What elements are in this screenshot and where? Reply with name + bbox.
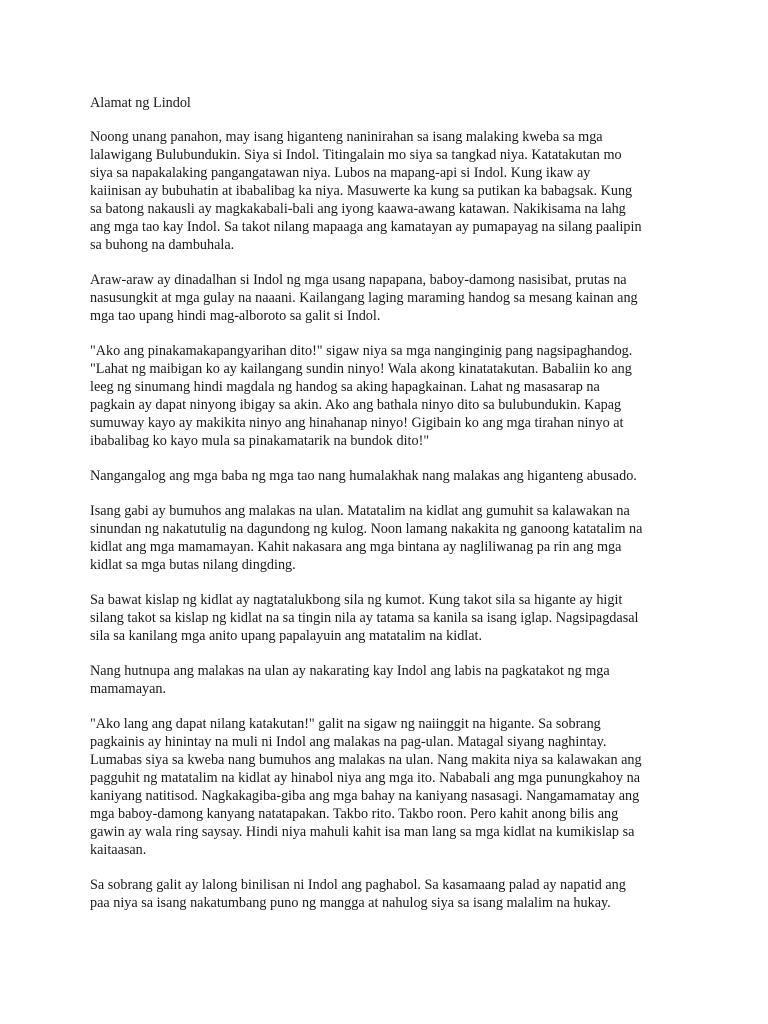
text-line: sila sa kanilang mga anito upang papalayuin ang matatalim na kidlat. xyxy=(90,628,483,644)
paragraph xyxy=(90,715,720,859)
text-line: siya sa napakalaking pangangatawan niya. Lubos na mapang-api si Indol. Kung ikaw ay xyxy=(90,165,591,181)
text-line: Lumabas siya sa kweba nang bumuhos ang malakas na ulan. Nang makita niya sa kalawakan ang xyxy=(90,752,642,768)
text-line: ibabalibag ko kayo mula sa pinakamatarik na bundok dito!" xyxy=(90,433,430,449)
paragraph xyxy=(90,271,720,325)
text-line: sinundan ng nakatutulig na dagundong ng kulog. Noon lamang nakakita ng ganoong katatalim na xyxy=(90,521,643,537)
text-line: gawin ay wala ring saysay. Hindi niya mahuli kahit isa man lang sa mga kidlat na kumikislap sa xyxy=(90,824,635,840)
text-line: Sa sobrang galit ay lalong binilisan ni Indol ang paghabol. Sa kasamaang palad ay napatid ang xyxy=(90,877,626,893)
text-line: paa niya sa isang nakatumbang puno ng mangga at nahulog siya sa isang malalim na hukay. xyxy=(90,895,611,911)
text-line: "Ako lang ang dapat nilang katakutan!" galit na sigaw ng naiinggit na higante. Sa sobrang xyxy=(90,716,601,732)
text-line: Noong unang panahon, may isang higanteng naninirahan sa isang malaking kweba sa mga xyxy=(90,129,603,145)
text-line: Nangangalog ang mga baba ng mga tao nang humalakhak nang malakas ang higanteng abusado. xyxy=(90,468,637,484)
text-line: mamamayan. xyxy=(90,681,167,697)
text-line: "Ako ang pinakamakapangyarihan dito!" sigaw niya sa mga nanginginig pang nagsipaghandog. xyxy=(90,343,633,359)
text-line: nasusungkit at mga gulay na naaani. Kailangang laging maraming handog sa mesang kainan ang xyxy=(90,290,638,306)
paragraph xyxy=(90,128,720,254)
paragraph xyxy=(90,591,720,645)
paragraph xyxy=(90,662,720,698)
paragraph xyxy=(90,876,720,912)
text-line: sa buhong na dambuhala. xyxy=(90,237,235,253)
text-line: Nang hutnupa ang malakas na ulan ay nakarating kay Indol ang labis na pagkatakot ng mga xyxy=(90,663,610,679)
text-line: kaniyang natitisod. Nagkakagiba-giba ang mga bahay na kaniyang nasasagi. Nangamamatay ang xyxy=(90,788,640,804)
text-line: Sa bawat kislap ng kidlat ay nagtatalukbong sila ng kumot. Kung takot sila sa higante ay higit xyxy=(90,592,623,608)
text-line: sa batong nakausli ay magkakabali-bali ang iyong kaawa-awang katawan. Nakikisama na lahg xyxy=(90,201,626,217)
text-line: mga baboy-damong kanyang natatapakan. Takbo rito. Takbo roon. Pero kahit anong bilis ang xyxy=(90,806,619,822)
document-page xyxy=(90,94,720,929)
paragraph xyxy=(90,467,720,485)
text-line: pagkain ay dapat ninyong ibigay sa akin. Ako ang bathala ninyo dito sa bulubundukin. Kapag xyxy=(90,397,622,413)
document-body xyxy=(90,128,720,912)
paragraph xyxy=(90,342,720,450)
document-title: Alamat ng Lindol xyxy=(90,95,191,111)
paragraph xyxy=(90,502,720,574)
text-line: kaiinisan ay bubuhatin at ibabalibag ka niya. Masuwerte ka kung sa putikan ka babagsak. Kung xyxy=(90,183,633,199)
text-line: silang takot sa kislap ng kidlat na sa tingin nila ay tatama sa kanila sa isang iglap. Nagsipagdasal xyxy=(90,610,639,626)
text-line: Isang gabi ay bumuhos ang malakas na ulan. Matatalim na kidlat ang gumuhit sa kalawakan na xyxy=(90,503,630,519)
text-line: ang mga tao kay Indol. Sa takot nilang mapaaga ang kamatayan ay pumapayag na silang paalipin xyxy=(90,219,642,235)
text-line: kidlat ang mga mamamayan. Kahit nakasara ang mga bintana ay nagliliwanag pa rin ang mga xyxy=(90,539,622,555)
text-line: lalawigang Bulubundukin. Siya si Indol. Titingalain mo siya sa tangkad niya. Katatakutan mo xyxy=(90,147,622,163)
text-line: mga tao upang hindi mag-alboroto sa galit si Indol. xyxy=(90,308,381,324)
text-line: Araw-araw ay dinadalhan si Indol ng mga usang napapana, baboy-damong nasisibat, prutas na xyxy=(90,272,627,288)
text-line: kidlat sa mga butas nilang dingding. xyxy=(90,557,296,573)
text-line: leeg ng sinumang hindi magdala ng handog sa aking hapagkainan. Lahat ng masasarap na xyxy=(90,379,600,395)
text-line: "Lahat ng maibigan ko ay kailangang sundin ninyo! Wala akong kinatatakutan. Babaliin ko ang xyxy=(90,361,632,377)
text-line: sumuway kayo ay makikita ninyo ang hinahanap ninyo! Gigibain ko ang mga tirahan ninyo at xyxy=(90,415,624,431)
text-line: kaitaasan. xyxy=(90,842,147,858)
text-line: pagguhit ng matatalim na kidlat ay hinabol niya ang mga ito. Nababali ang mga punungkahoy na xyxy=(90,770,641,786)
text-line: pagkainis ay hinintay na muli ni Indol ang malakas na pag-ulan. Matagal siyang naghintay. xyxy=(90,734,607,750)
